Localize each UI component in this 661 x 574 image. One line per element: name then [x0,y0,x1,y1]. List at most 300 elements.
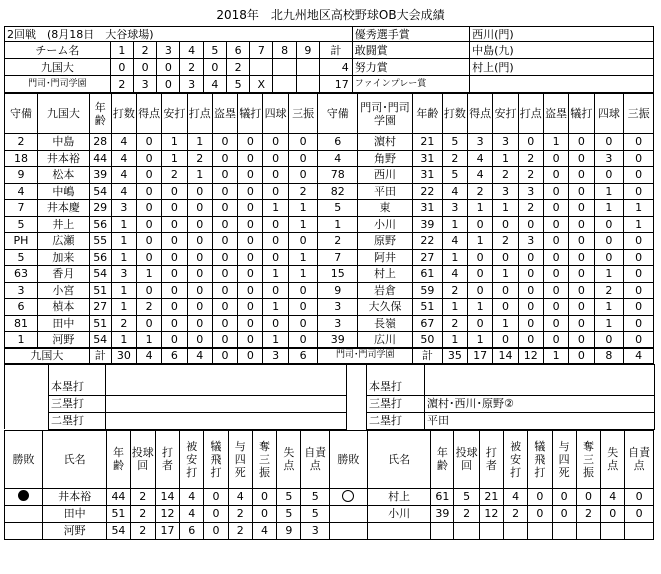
col-age: 年齢 [413,94,443,134]
away-player-stat: 0 [569,134,594,151]
away-player-stat: 0 [543,266,568,283]
home-player-stat: 0 [212,282,237,299]
away-player-stat: 1 [594,299,624,316]
home-player-stat: 0 [212,315,237,332]
away-pitcher-name [367,522,430,539]
away-player-stat: 0 [569,315,594,332]
score-header-inning: 4 [180,42,203,59]
home-team-header: 九国大 [38,94,90,134]
home-3b-label: 三塁打 [49,395,106,412]
score-cell: 4 [203,76,226,93]
score-sheet [4,26,655,540]
col-sac: 犠飛打 [528,430,552,488]
away-player-name: 広川 [358,332,413,349]
home-player-stat: 0 [288,167,318,184]
away-total-cell: 12 [518,348,543,363]
col-age: 年齢 [107,430,130,488]
away-player-stat: 0 [624,183,654,200]
away-player-stat: 1 [493,200,518,217]
col-rbi: 打点 [187,94,212,134]
col-so: 三振 [288,94,318,134]
away-player-stat: 4 [468,150,493,167]
home-2b-value [106,412,347,429]
home-pitcher-stat: 2 [130,505,155,522]
away-player-stat: 1 [493,266,518,283]
home-pitcher-stat: 0 [252,505,276,522]
away-player-stat: 2 [442,315,467,332]
away-player-stat: 0 [624,249,654,266]
away-player-stat: 0 [624,266,654,283]
away-player-stat: 0 [569,233,594,250]
away-pitcher-stat [576,522,600,539]
away-player-stat: 0 [569,282,594,299]
award-value: 中島(九) [470,42,654,59]
home-player-name: 香月 [38,266,90,283]
away-player-age: 51 [413,299,443,316]
score-cell [296,76,319,93]
col-ab: 打数 [442,94,467,134]
col-bb: 四球 [594,94,624,134]
away-player-stat: 1 [493,315,518,332]
score-total: 17 [319,76,352,93]
away-player-pos: 7 [318,249,358,266]
away-player-stat: 3 [493,134,518,151]
extra-hits-blank [5,364,49,429]
away-pitcher-stat [504,522,528,539]
score-team-name: 九国大 [5,59,111,76]
col-bb: 与四死 [228,430,252,488]
score-cell: 2 [180,59,203,76]
home-player-stat: 0 [238,249,263,266]
home-player-stat: 0 [162,332,187,349]
away-player-pos: 78 [318,167,358,184]
away-player-stat: 0 [468,266,493,283]
pitching-row [5,505,654,522]
home-player-stat: 0 [263,282,288,299]
away-player-stat: 0 [624,282,654,299]
away-player-stat: 3 [442,200,467,217]
score-cell [296,59,319,76]
home-player-stat: 1 [288,249,318,266]
home-player-stat: 0 [162,233,187,250]
col-runs: 得点 [136,94,161,134]
home-player-stat: 1 [187,134,212,151]
away-player-stat: 0 [468,315,493,332]
home-player-age: 54 [89,332,111,349]
batting-row [5,249,654,266]
away-player-stat: 0 [543,332,568,349]
away-player-pos: 82 [318,183,358,200]
batting-table [4,93,654,364]
home-player-stat: 0 [162,266,187,283]
away-player-stat: 0 [624,315,654,332]
away-player-stat: 0 [518,249,543,266]
home-player-stat: 0 [212,216,237,233]
away-player-age: 61 [413,266,443,283]
home-total-label: 計 [89,348,111,363]
home-player-stat: 0 [136,150,161,167]
home-player-stat: 0 [288,299,318,316]
away-total-cell: 0 [569,348,594,363]
away-player-stat: 0 [569,200,594,217]
away-pitcher-stat [454,522,479,539]
home-pitcher-name: 河野 [42,522,106,539]
away-pitcher-stat: 0 [576,488,600,505]
away-pitcher-name: 小川 [367,505,430,522]
home-player-stat: 1 [288,200,318,217]
col-hits: 安打 [162,94,187,134]
home-total-cell: 0 [238,348,263,363]
away-player-stat: 0 [624,150,654,167]
col-sac: 犠打 [569,94,594,134]
home-player-stat: 0 [187,299,212,316]
away-3b-label: 三塁打 [367,395,425,412]
score-cell: 2 [110,76,133,93]
home-player-stat: 0 [238,200,263,217]
home-3b-value [106,395,347,412]
home-pitcher-stat: 4 [252,522,276,539]
home-player-stat: 0 [212,134,237,151]
home-player-stat: 1 [263,299,288,316]
away-player-stat: 1 [468,233,493,250]
home-player-name: 井本裕 [38,150,90,167]
away-player-stat: 5 [442,167,467,184]
away-pitcher-result [329,488,367,505]
home-player-stat: 1 [263,200,288,217]
col-pos: 守備 [318,94,358,134]
home-player-pos: 6 [5,299,38,316]
away-total-cell: 1 [543,348,568,363]
award-label: 優秀選手賞 [352,27,469,42]
home-player-stat: 1 [111,249,136,266]
home-player-stat: 0 [288,315,318,332]
game-info [5,27,353,42]
score-header-inning: 7 [250,42,273,59]
away-player-stat: 2 [442,282,467,299]
home-pitcher-stat: 4 [180,488,204,505]
home-player-stat: 0 [238,134,263,151]
home-player-stat: 1 [111,216,136,233]
away-player-stat: 0 [518,282,543,299]
away-player-stat: 0 [543,299,568,316]
home-pitcher-stat: 2 [228,505,252,522]
away-player-stat: 0 [543,200,568,217]
away-player-stat: 1 [594,266,624,283]
home-player-stat: 0 [288,332,318,349]
line-score-table [4,26,654,93]
home-player-age: 51 [89,315,111,332]
away-player-stat: 4 [468,167,493,184]
score-header-inning: 2 [133,42,156,59]
away-player-age: 22 [413,183,443,200]
col-bf: 打者 [155,430,179,488]
away-player-stat: 0 [624,299,654,316]
home-player-stat: 0 [187,282,212,299]
col-h: 被安打 [180,430,204,488]
home-player-stat: 0 [263,134,288,151]
away-hr-label: 本塁打 [367,378,425,395]
away-player-age: 31 [413,200,443,217]
home-player-stat: 0 [136,134,161,151]
away-player-name: 平田 [358,183,413,200]
home-total-cell: 3 [263,348,288,363]
away-player-name: 濵村 [358,134,413,151]
home-player-pos: 9 [5,167,38,184]
col-er: 自責点 [301,430,329,488]
score-cell: 0 [203,59,226,76]
score-cell [250,59,273,76]
home-player-stat: 0 [238,299,263,316]
away-player-stat: 2 [594,282,624,299]
home-player-stat: 0 [212,150,237,167]
col-sac: 犠飛打 [204,430,228,488]
away-player-stat: 0 [594,167,624,184]
home-player-stat: 1 [111,282,136,299]
award-label: 努力賞 [352,59,469,76]
home-pitcher-stat: 5 [301,488,329,505]
away-player-stat: 0 [569,299,594,316]
away-pitcher-age: 61 [431,488,454,505]
home-player-stat: 0 [212,299,237,316]
home-player-stat: 0 [187,332,212,349]
batting-row [5,233,654,250]
home-player-stat: 1 [288,216,318,233]
col-r: 失点 [601,430,625,488]
away-2b-label: 二塁打 [367,412,425,429]
away-pitcher-result [329,522,367,539]
away-player-stat: 3 [518,183,543,200]
home-pitcher-age: 51 [107,505,130,522]
award-label: 敢闘賞 [352,42,469,59]
away-player-stat: 0 [569,150,594,167]
col-h: 被安打 [504,430,528,488]
away-player-stat: 0 [493,216,518,233]
home-player-name: 松本 [38,167,90,184]
home-player-name: 小宮 [38,282,90,299]
away-player-pos: 2 [318,233,358,250]
home-player-age: 54 [89,266,111,283]
away-player-stat: 0 [569,266,594,283]
away-player-stat: 0 [624,332,654,349]
score-header-inning: 5 [203,42,226,59]
score-header-inning: 6 [226,42,249,59]
batting-row [5,299,654,316]
away-player-age: 27 [413,249,443,266]
col-name: 氏名 [367,430,430,488]
away-player-name: 長嶺 [358,315,413,332]
home-player-pos: 5 [5,216,38,233]
away-player-stat: 0 [518,216,543,233]
home-pitcher-stat: 9 [277,522,301,539]
away-player-pos: 39 [318,332,358,349]
away-pitcher-stat: 21 [479,488,503,505]
away-pitcher-stat: 0 [528,505,552,522]
away-pitcher-stat: 12 [479,505,503,522]
away-player-stat: 0 [569,183,594,200]
col-name: 氏名 [42,430,106,488]
home-player-stat: 0 [136,233,161,250]
score-cell: 2 [226,59,249,76]
col-so: 奪三振 [252,430,276,488]
away-player-pos: 5 [318,200,358,217]
home-pitcher-stat: 0 [252,488,276,505]
home-pitcher-stat: 0 [204,488,228,505]
page-title: 2018年 北九州地区高校野球OB大会成績 [216,8,445,22]
home-player-pos: 4 [5,183,38,200]
home-total-team: 九国大 [5,348,90,363]
away-player-stat: 2 [493,167,518,184]
away-player-stat: 0 [493,299,518,316]
away-pitcher-stat: 0 [552,488,576,505]
home-player-name: 中嶋 [38,183,90,200]
home-player-stat: 4 [111,150,136,167]
home-player-pos: PH [5,233,38,250]
home-player-stat: 0 [212,233,237,250]
away-hr-value [425,378,655,395]
award-value [470,76,654,93]
home-player-name: 河野 [38,332,90,349]
home-player-stat: 1 [162,150,187,167]
home-player-stat: 0 [162,200,187,217]
home-player-pos: 1 [5,332,38,349]
col-rbi: 打点 [518,94,543,134]
home-player-stat: 0 [238,233,263,250]
away-player-name: 村上 [358,266,413,283]
away-player-stat: 1 [442,299,467,316]
pitching-row [5,488,654,505]
home-hr-label: 本塁打 [49,378,106,395]
away-player-pos: 9 [318,282,358,299]
away-pitcher-stat [601,522,625,539]
away-player-age: 67 [413,315,443,332]
away-player-stat: 0 [493,332,518,349]
home-player-stat: 0 [136,315,161,332]
home-pitcher-stat: 2 [130,488,155,505]
away-player-stat: 4 [442,266,467,283]
extra-hits-table [4,364,655,430]
home-player-stat: 0 [263,167,288,184]
home-pitcher-stat: 5 [277,488,301,505]
away-player-stat: 0 [543,216,568,233]
away-player-stat: 1 [594,200,624,217]
away-player-stat: 0 [543,233,568,250]
score-cell: 3 [133,76,156,93]
away-player-stat: 4 [442,233,467,250]
home-player-age: 55 [89,233,111,250]
away-player-stat: 3 [594,150,624,167]
away-player-stat: 0 [624,134,654,151]
away-player-stat: 0 [543,150,568,167]
batting-row [5,266,654,283]
home-player-age: 28 [89,134,111,151]
col-ab: 打数 [111,94,136,134]
away-player-stat: 0 [493,249,518,266]
away-player-stat: 5 [442,134,467,151]
home-player-stat: 0 [212,167,237,184]
home-player-stat: 0 [136,216,161,233]
away-player-stat: 1 [624,216,654,233]
away-total-cell: 8 [594,348,624,363]
home-pitcher-stat: 3 [301,522,329,539]
home-player-stat: 0 [187,216,212,233]
win-mark-icon [18,490,29,501]
home-player-stat: 4 [111,167,136,184]
col-ip: 投球回 [130,430,155,488]
away-player-name: 角野 [358,150,413,167]
away-player-stat: 1 [442,216,467,233]
col-bf: 打者 [479,430,503,488]
col-result: 勝敗 [5,430,43,488]
home-pitcher-result [5,505,43,522]
away-total-cell: 14 [493,348,518,363]
away-player-stat: 0 [468,282,493,299]
away-player-age: 39 [413,216,443,233]
home-player-stat: 0 [187,266,212,283]
away-player-stat: 1 [442,249,467,266]
away-pitcher-stat: 2 [504,505,528,522]
away-player-stat: 1 [594,183,624,200]
home-player-stat: 0 [263,233,288,250]
away-player-stat: 3 [493,183,518,200]
home-player-pos: 5 [5,249,38,266]
batting-row [5,134,654,151]
away-player-stat: 1 [594,315,624,332]
score-cell: 0 [133,59,156,76]
home-player-stat: 0 [238,282,263,299]
home-pitcher-result [5,522,43,539]
col-ip: 投球回 [454,430,479,488]
col-result: 勝敗 [329,430,367,488]
home-player-stat: 0 [136,200,161,217]
away-player-stat: 0 [518,332,543,349]
away-player-stat: 2 [468,183,493,200]
batting-row [5,183,654,200]
away-player-stat: 1 [624,200,654,217]
home-player-stat: 3 [111,200,136,217]
home-player-stat: 0 [263,216,288,233]
home-player-stat: 0 [238,167,263,184]
home-player-stat: 1 [111,233,136,250]
home-player-age: 51 [89,282,111,299]
home-player-stat: 2 [136,299,161,316]
col-pos: 守備 [5,94,38,134]
home-pitcher-result [5,488,43,505]
home-player-stat: 0 [162,216,187,233]
away-player-stat: 0 [543,167,568,184]
away-pitcher-stat: 5 [454,488,479,505]
home-player-stat: 0 [136,183,161,200]
away-pitcher-stat: 2 [454,505,479,522]
home-pitcher-stat: 5 [301,505,329,522]
score-header-inning: 1 [110,42,133,59]
away-player-stat: 2 [493,233,518,250]
away-player-pos: 15 [318,266,358,283]
home-total-cell: 6 [288,348,318,363]
home-pitcher-age: 54 [107,522,130,539]
away-player-stat: 1 [543,134,568,151]
away-player-stat: 0 [594,249,624,266]
away-player-stat: 1 [442,332,467,349]
away-player-age: 31 [413,150,443,167]
home-total-cell: 4 [136,348,161,363]
home-player-stat: 1 [111,299,136,316]
away-player-stat: 1 [493,150,518,167]
away-pitcher-stat [552,522,576,539]
score-cell: X [250,76,273,93]
home-player-stat: 2 [187,150,212,167]
home-player-name: 広瀬 [38,233,90,250]
col-so: 三振 [624,94,654,134]
